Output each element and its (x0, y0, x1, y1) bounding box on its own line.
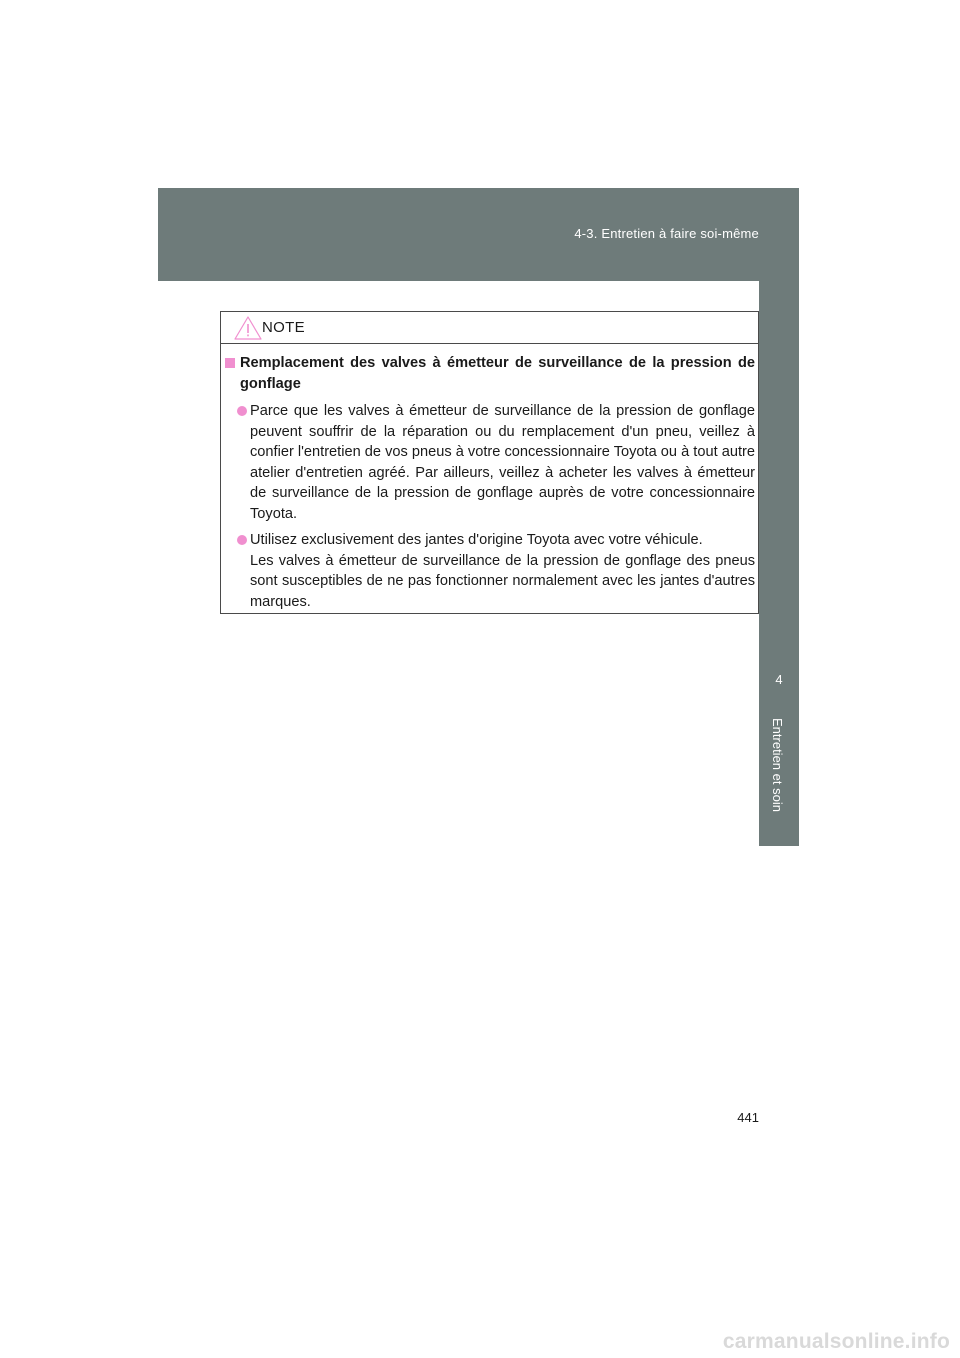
chapter-number: 4 (775, 672, 783, 687)
circle-bullet-icon (237, 535, 247, 545)
note-bullet-2-text: Les valves à émetteur de surveillance de la pression de gonflage des pneus sont susceptibles de ne pas fonctionner normalement avec les jantes d'autres marques. (250, 552, 755, 610)
section-title: 4-3. Entretien à faire soi-même (574, 226, 759, 241)
header-band (158, 188, 799, 281)
chapter-tab[interactable] (759, 636, 799, 846)
note-box (220, 311, 759, 614)
watermark-text[interactable]: carmanualsonline.info (722, 1330, 950, 1353)
note-label: NOTE (262, 319, 305, 336)
note-heading (225, 353, 755, 394)
watermark-bar (0, 1330, 960, 1358)
side-tab-upper (759, 281, 799, 636)
note-heading-text: Remplacement des valves à émetteur de surveillance de la pression de gonflage (240, 355, 755, 392)
note-bullet-2-first-line: Utilisez exclusivement des jantes d'origine Toyota avec votre véhicule. (250, 532, 703, 548)
chapter-title: Entretien et soin (770, 718, 785, 812)
page-number: 441 (737, 1110, 759, 1125)
note-bullet-1-text: Parce que les valves à émetteur de surveillance de la pression de gonflage peuvent souffrir de la réparation ou du remplacement d'un pneu, veillez à confier l'entretien de vos pneus à votre concessionnaire Toyota ou à tout autre atelier d'entretien agréé. Par ailleurs, veillez à acheter les valves à émetteur de surveillance de la pression de gonflage auprès de votre concessionnaire Toyota. (250, 403, 755, 522)
note-body (225, 353, 755, 612)
note-header (221, 312, 758, 344)
circle-bullet-icon (237, 406, 247, 416)
square-bullet-icon (225, 358, 235, 368)
note-bullet-1 (225, 401, 755, 524)
warning-triangle-icon (233, 315, 263, 341)
note-bullet-2 (225, 530, 755, 612)
